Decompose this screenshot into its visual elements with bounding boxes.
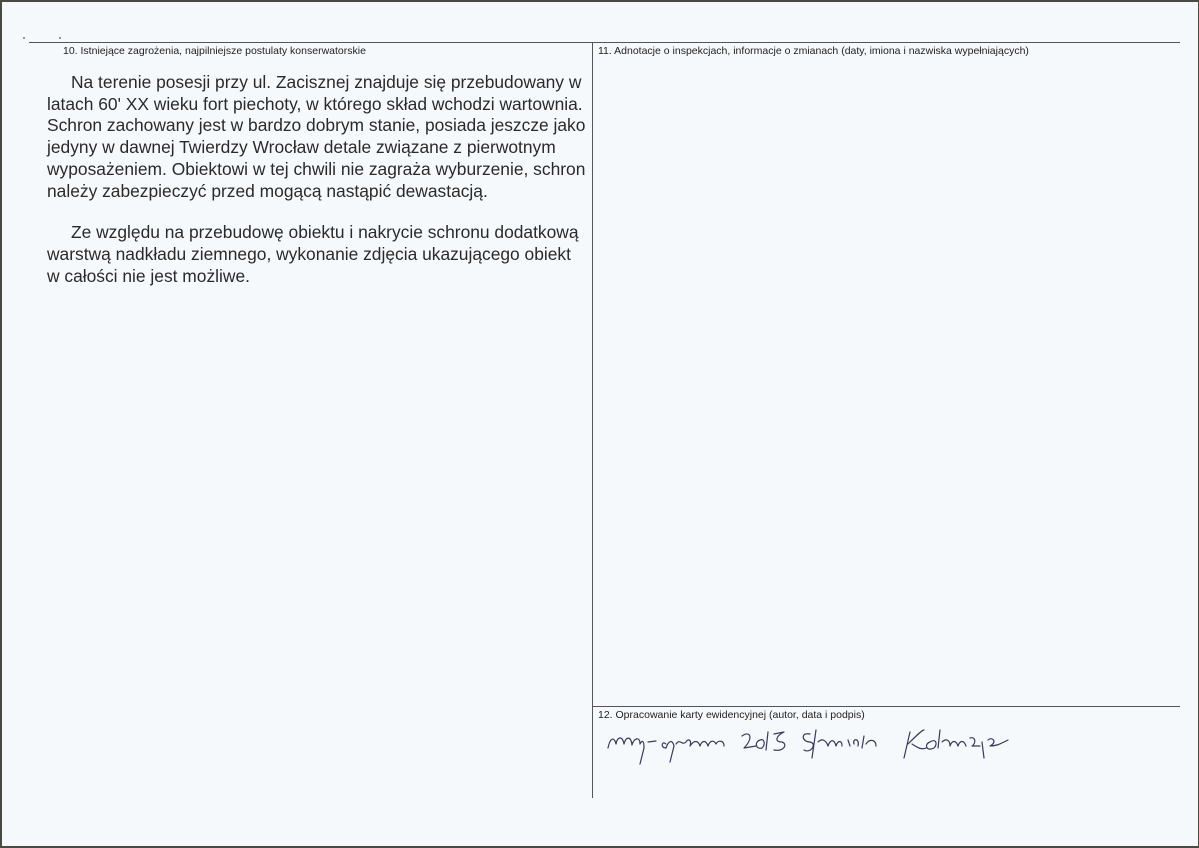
scan-speck [23,37,25,39]
section-12-rule [592,706,1180,707]
section-10-label: 10. Istniejące zagrożenia, najpilniejsze postulaty konserwatorskie [63,45,366,57]
section-12-label: 12. Opracowanie karty ewidencyjnej (autor, data i podpis) [598,709,865,721]
column-divider [592,42,593,798]
section-10-body [47,72,587,307]
section-10-paragraph: Na terenie posesji przy ul. Zacisznej znajduje się przebudowany w latach 60' XX wieku fort piechoty, w którego skład wchodzi wartownia. Schron zachowany jest w bardzo dobrym stanie, posiada jeszcze jako jedyny w dawnej Twierdzy Wrocław detale związane z pierwotnym wyposażeniem. Obiektowi w tej chwili nie zagraża wyburzenie, schron należy zabezpieczyć przed mogącą nastąpić dewastacją. [47,72,586,201]
scan-speck [59,37,61,39]
section-11-label: 11. Adnotacje o inspekcjach, informacje o zmianach (daty, imiona i nazwiska wypełniających) [598,45,1029,57]
signature-ink-icon [604,718,1074,768]
handwritten-signature [604,718,1074,768]
section-10-paragraph: Ze względu na przebudowę obiektu i nakrycie schronu dodatkową warstwą nadkładu ziemnego, wykonanie zdjęcia ukazującego obiekt w całości nie jest możliwe. [47,222,579,286]
top-rule [29,42,1180,43]
